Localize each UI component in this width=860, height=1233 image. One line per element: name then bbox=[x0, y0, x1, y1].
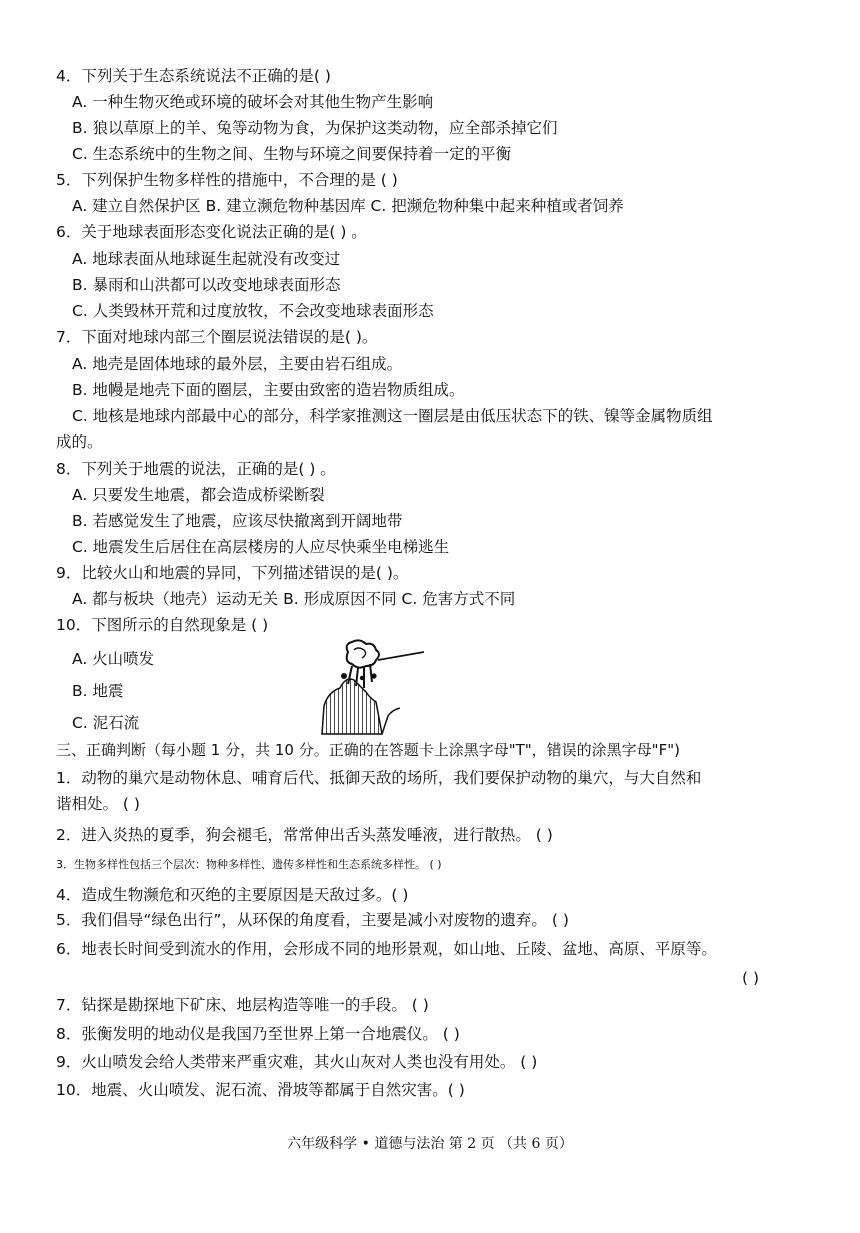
judgement-8: 8．张衡发明的地动仪是我国乃至世界上第一合地震仪。 ( ) bbox=[56, 1025, 460, 1043]
question-7-option-c-continued: 成的。 bbox=[56, 433, 103, 451]
landslide-sketch-icon bbox=[318, 636, 430, 736]
question-8-option-a: A. 只要发生地震，都会造成桥梁断裂 bbox=[72, 486, 325, 504]
question-4-stem: 4．下列关于生态系统说法不正确的是( ) bbox=[56, 67, 331, 85]
question-9-options: A. 都与板块（地壳）运动无关 B. 形成原因不同 C. 危害方式不同 bbox=[72, 590, 516, 608]
judgement-9: 9．火山喷发会给人类带来严重灾难，其火山灰对人类也没有用处。 ( ) bbox=[56, 1053, 538, 1071]
judgement-6-line-1: 6．地表长时间受到流水的作用，会形成不同的地形景观，如山地、丘陵、盆地、高原、平原等。 bbox=[56, 940, 717, 958]
question-6-option-c: C. 人类毁林开荒和过度放牧，不会改变地球表面形态 bbox=[72, 302, 434, 320]
judgement-5: 5．我们倡导“绿色出行”，从环保的角度看，主要是减小对废物的遗弃。 ( ) bbox=[56, 911, 569, 929]
question-9-stem: 9．比较火山和地震的异同，下列描述错误的是( )。 bbox=[56, 564, 409, 582]
question-7-stem: 7．下面对地球内部三个圈层说法错误的是( )。 bbox=[56, 328, 378, 346]
judgement-7: 7．钻探是勘探地下矿床、地层构造等唯一的手段。 ( ) bbox=[56, 996, 429, 1014]
question-10-option-b: B. 地震 bbox=[72, 682, 124, 700]
question-6-stem: 6．关于地球表面形态变化说法正确的是( ) 。 bbox=[56, 223, 367, 241]
page-footer: 六年级科学 • 道德与法治 第 2 页 （共 6 页） bbox=[287, 1136, 573, 1152]
question-8-option-b: B. 若感觉发生了地震，应该尽快撤离到开阔地带 bbox=[72, 512, 403, 530]
question-10-option-a: A. 火山喷发 bbox=[72, 650, 155, 668]
question-4-option-a: A. 一种生物灭绝或环境的破坏会对其他生物产生影响 bbox=[72, 93, 434, 111]
section-3-heading: 三、正确判断（每小题 1 分，共 10 分。正确的在答题卡上涂黑字母"T"，错误的涂黑字母"F") bbox=[56, 741, 680, 759]
question-10-stem: 10．下图所示的自然现象是 ( ) bbox=[56, 616, 269, 634]
question-7-option-a: A. 地壳是固体地球的最外层，主要由岩石组成。 bbox=[72, 355, 403, 373]
judgement-1-line-1: 1．动物的巢穴是动物休息、哺育后代、抵御天敌的场所，我们要保护动物的巢穴，与大自然和 bbox=[56, 769, 702, 787]
question-6-option-a: A. 地球表面从地球诞生起就没有改变过 bbox=[72, 250, 341, 268]
question-8-stem: 8．下列关于地震的说法，正确的是( ) 。 bbox=[56, 460, 336, 478]
question-7-option-c: C. 地核是地球内部最中心的部分，科学家推测这一圈层是由低压状态下的铁、镍等金属物质组 bbox=[72, 407, 713, 425]
judgement-2: 2．进入炎热的夏季，狗会褪毛，常常伸出舌头蒸发唾液，进行散热。 ( ) bbox=[56, 826, 553, 844]
question-4-option-c: C. 生态系统中的生物之间、生物与环境之间要保持着一定的平衡 bbox=[72, 145, 512, 163]
question-5-options: A. 建立自然保护区 B. 建立濒危物种基因库 C. 把濒危物种集中起来种植或者饲养 bbox=[72, 197, 624, 215]
judgement-1-line-2: 谐相处。 ( ) bbox=[56, 795, 140, 813]
question-10-option-c: C. 泥石流 bbox=[72, 714, 140, 732]
judgement-4: 4．造成生物濒危和灭绝的主要原因是天敌过多。( ) bbox=[56, 886, 409, 904]
judgement-3: 3．生物多样性包括三个层次：物种多样性、遗传多样性和生态系统多样性。 ( ) bbox=[56, 858, 442, 871]
judgement-6-answer-blank: ( ) bbox=[742, 969, 760, 987]
question-6-option-b: B. 暴雨和山洪都可以改变地球表面形态 bbox=[72, 276, 341, 294]
question-8-option-c: C. 地震发生后居住在高层楼房的人应尽快乘坐电梯逃生 bbox=[72, 538, 450, 556]
question-7-option-b: B. 地幔是地壳下面的圈层，主要由致密的造岩物质组成。 bbox=[72, 381, 465, 399]
judgement-10: 10．地震、火山喷发、泥石流、滑坡等都属于自然灾害。( ) bbox=[56, 1081, 465, 1099]
question-5-stem: 5．下列保护生物多样性的措施中，不合理的是 ( ) bbox=[56, 171, 398, 189]
question-4-option-b: B. 狼以草原上的羊、兔等动物为食，为保护这类动物，应全部杀掉它们 bbox=[72, 119, 558, 137]
